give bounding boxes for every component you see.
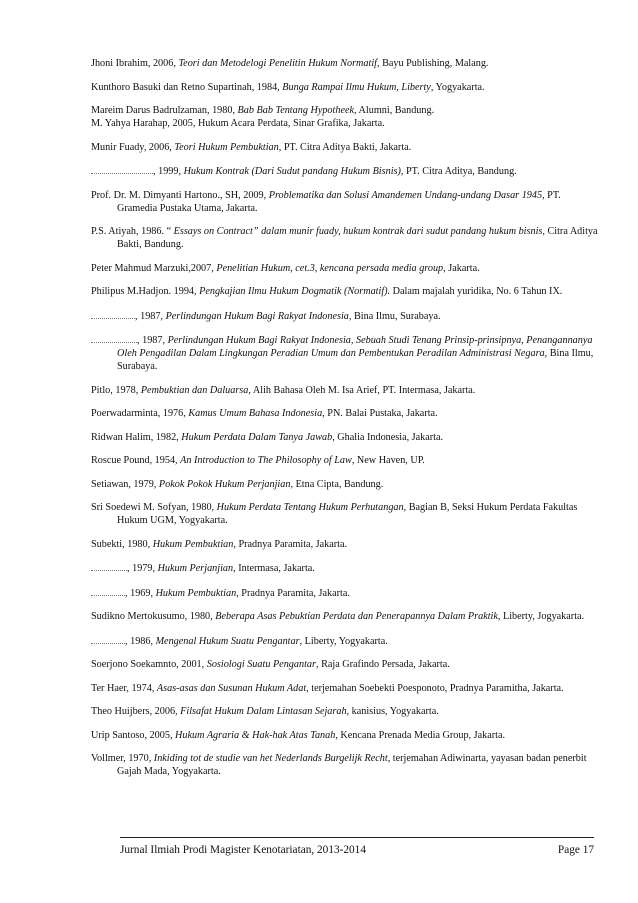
reference-item: , 1987, Perlindungan Hukum Bagi Rakyat Indonesia, Bina Ilmu, Surabaya. — [91, 309, 603, 323]
ditto-blank — [91, 333, 137, 343]
ditto-blank — [91, 309, 135, 319]
reference-item: P.S. Atiyah, 1986. “ Essays on Contract” dalam munir fuady, hukum kontrak dari sudut pandang hukum bisnis, Citra Aditya Bakti, Bandung. — [91, 226, 598, 250]
reference-item: Setiawan, 1979, Pokok Pokok Hukum Perjanjian, Etna Cipta, Bandung. — [91, 478, 384, 490]
reference-item: Subekti, 1980, Hukum Pembuktian, Pradnya Paramita, Jakarta. — [91, 538, 348, 550]
reference-item: , 1987, Perlindungan Hukum Bagi Rakyat Indonesia, Sebuah Studi Tenang Prinsip-prinsipnya, Penangannanya Oleh Pengadilan Dalam Lingkungan Peradian Umum dan Pembentukan Peradilan Administrasi Negara, Bina Ilmu, Surabaya. — [91, 333, 603, 373]
ditto-blank — [91, 634, 125, 644]
reference-item: Jhoni Ibrahim, 2006, Teori dan Metodelogi Penelitin Hukum Normatif, Bayu Publishing, Malang. — [91, 58, 489, 69]
reference-item: , 1986, Mengenal Hukum Suatu Pengantar, Liberty, Yogyakarta. — [91, 634, 603, 648]
reference-item: Theo Huijbers, 2006, Filsafat Hukum Dalam Lintasan Sejarah, kanisius, Yogyakarta. — [91, 706, 439, 717]
ditto-blank — [91, 586, 125, 596]
reference-item: Sri Soedewi M. Sofyan, 1980, Hukum Perdata Tentang Hukum Perhutangan, Bagian B, Seksi Hukum Perdata Fakultas Hukum UGM, Yogyakarta. — [91, 502, 578, 526]
reference-item: Philipus M.Hadjon. 1994, Pengkajian Ilmu Hukum Dogmatik (Normatif). Dalam majalah yuridika, No. 6 Tahun IX. — [91, 286, 563, 297]
reference-item: Roscue Pound, 1954, An Introduction to The Philosophy of Law, New Haven, UP. — [91, 455, 425, 466]
reference-item: Pitlo, 1978, Pembuktian dan Daluarsa, Alih Bahasa Oleh M. Isa Arief, PT. Intermasa, Jakarta. — [91, 384, 476, 396]
page-footer — [120, 837, 594, 856]
ditto-blank — [91, 164, 153, 174]
reference-item: Urip Santoso, 2005, Hukum Agraria & Hak-hak Atas Tanah, Kencana Prenada Media Group, Jakarta. — [91, 729, 506, 741]
reference-item: M. Yahya Harahap, 2005, Hukum Acara Perdata, Sinar Grafika, Jakarta. — [91, 118, 385, 129]
page-number: Page 17 — [557, 844, 594, 856]
reference-item: Ter Haer, 1974, Asas-asas dan Susunan Hukum Adat, terjemahan Soebekti Poesponoto, Pradnya Paramitha, Jakarta. — [91, 682, 564, 694]
reference-item: Ridwan Halim, 1982, Hukum Perdata Dalam Tanya Jawab, Ghalia Indonesia, Jakarta. — [91, 431, 444, 443]
reference-list — [91, 57, 603, 789]
reference-item: Kunthoro Basuki dan Retno Supartinah, 1984, Bunga Rampai Ilmu Hukum, Liberty, Yogyakarta. — [91, 81, 485, 93]
reference-item: , 1969, Hukum Pembuktian, Pradnya Paramita, Jakarta. — [91, 586, 603, 600]
reference-item: Prof. Dr. M. Dimyanti Hartono., SH, 2009, Problematika dan Solusi Amandemen Undang-undang Dasar 1945, PT. Gramedia Pustaka Utama, Jakarta. — [91, 189, 561, 214]
reference-item: Vollmer, 1970, Inkiding tot de studie van het Nederlands Burgelijk Recht, terjemahan Adiwinarta, yayasan badan penerbit Gajah Mada, Yogyakarta. — [91, 753, 587, 777]
reference-item: Poerwadarminta, 1976, Kamus Umum Bahasa Indonesia, PN. Balai Pustaka, Jakarta. — [91, 408, 438, 419]
reference-item: Mareim Darus Badrulzaman, 1980, Bab Bab Tentang Hypotheek, Alumni, Bandung. — [91, 105, 435, 116]
reference-item: Soerjono Soekamnto, 2001, Sosiologi Suatu Pengantar, Raja Grafindo Persada, Jakarta. — [91, 659, 450, 670]
reference-item: Sudikno Mertokusumo, 1980, Beberapa Asas Pebuktian Perdata dan Penerapannya Dalam Praktik, Liberty, Jogyakarta. — [91, 611, 585, 622]
ditto-blank — [91, 561, 127, 571]
reference-item: Munir Fuady, 2006, Teori Hukum Pembuktian, PT. Citra Aditya Bakti, Jakarta. — [91, 141, 412, 153]
reference-item: , 1999, Hukum Kontrak (Dari Sudut pandang Hukum Bisnis), PT. Citra Aditya, Bandung. — [91, 164, 603, 178]
reference-item: , 1979, Hukum Perjanjian, Intermasa, Jakarta. — [91, 561, 603, 575]
reference-item: Peter Mahmud Marzuki,2007, Penelitian Hukum, cet.3, kencana persada media group, Jakarta. — [91, 262, 480, 274]
footer-journal-title: Jurnal Ilmiah Prodi Magister Kenotariatan, 2013-2014 — [120, 844, 366, 856]
